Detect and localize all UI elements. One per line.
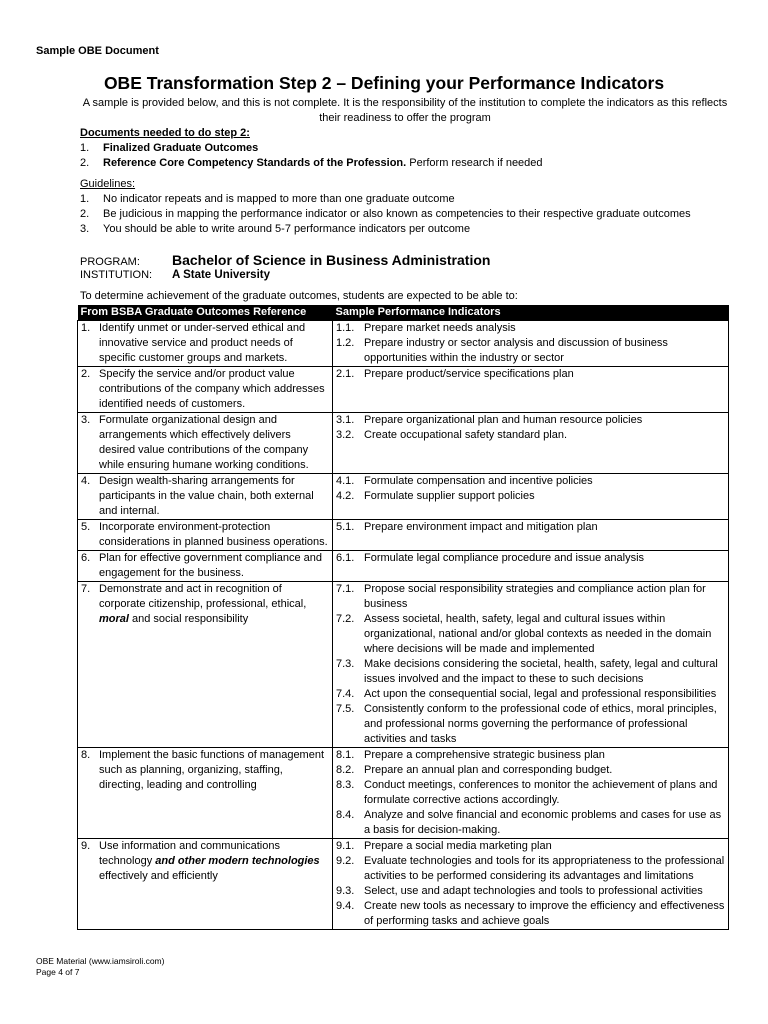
indicator-number: 1.2.	[336, 337, 355, 349]
documents-item: 2. Reference Core Competency Standards of the Profession. Perform research if needed	[80, 157, 543, 169]
column-header-outcomes: From BSBA Graduate Outcomes Reference	[78, 305, 333, 321]
institution-row	[80, 269, 270, 281]
table-row	[78, 839, 729, 930]
indicator-number: 9.3.	[336, 885, 355, 897]
indicator-number: 7.2.	[336, 613, 355, 625]
indicator-text: Create new tools as necessary to improve the efficiency and effectiveness of performing tasks and achieve goals	[364, 900, 725, 927]
graduate-outcome-cell	[78, 582, 333, 748]
performance-indicator	[336, 582, 725, 612]
performance-indicator	[336, 899, 725, 929]
indicator-text: Formulate legal compliance procedure and issue analysis	[364, 552, 645, 564]
table-row	[78, 520, 729, 551]
indicator-text: Create occupational safety standard plan.	[364, 429, 568, 441]
performance-indicator	[336, 413, 725, 428]
documents-heading: Documents needed to do step 2:	[80, 127, 250, 139]
footer-source: OBE Material (www.iamsiroli.com)	[36, 956, 165, 966]
performance-indicator	[336, 839, 725, 854]
outcome-number: 8.	[81, 749, 91, 761]
indicator-text: Evaluate technologies and tools for its appropriateness to the professional activities to be performed considering its advantages and limitations	[364, 855, 725, 882]
indicator-text: Prepare environment impact and mitigation plan	[364, 521, 598, 533]
outcome-number: 2.	[81, 368, 91, 380]
program-row	[80, 252, 490, 268]
outcome-number: 6.	[81, 552, 91, 564]
outcome-text	[99, 321, 329, 366]
indicator-number: 9.1.	[336, 840, 355, 852]
indicator-number: 5.1.	[336, 521, 355, 533]
outcome-text	[99, 367, 329, 412]
graduate-outcome-cell	[78, 474, 333, 520]
document-header: Sample OBE Document	[36, 45, 159, 57]
indicator-number: 8.1.	[336, 749, 355, 761]
performance-indicator	[336, 702, 725, 747]
performance-indicator	[336, 763, 725, 778]
performance-indicator	[336, 612, 725, 657]
program-value: Bachelor of Science in Business Administration	[172, 252, 491, 268]
indicator-text: Select, use and adapt technologies and tools to professional activities	[364, 885, 703, 897]
outcome-text	[99, 748, 329, 793]
outcome-number: 5.	[81, 521, 91, 533]
guideline-item: 3. You should be able to write around 5-7 performance indicators per outcome	[80, 223, 471, 235]
performance-indicators-cell	[333, 748, 729, 839]
outcome-text-part: effectively and efficiently	[99, 870, 218, 882]
page-title: OBE Transformation Step 2 – Defining your Performance Indicators	[103, 73, 665, 93]
indicator-text: Analyze and solve financial and economic problems and cases for use as a basis for decision-making.	[364, 809, 722, 836]
program-label: PROGRAM:	[80, 256, 140, 268]
indicator-text: Prepare product/service specifications plan	[364, 368, 574, 380]
indicator-number: 8.4.	[336, 809, 355, 821]
graduate-outcome-cell	[78, 551, 333, 582]
indicator-number: 8.2.	[336, 764, 355, 776]
outcome-number: 3.	[81, 414, 91, 426]
indicator-text: Propose social responsibility strategies and compliance action plan for business	[364, 583, 706, 610]
performance-indicator	[336, 474, 725, 489]
outcome-number: 9.	[81, 840, 91, 852]
performance-indicator	[336, 321, 725, 336]
outcome-text	[99, 520, 329, 550]
institution-value: A State University	[172, 269, 270, 281]
performance-indicators-cell	[333, 321, 729, 367]
table-lead-text: To determine achievement of the graduate outcomes, students are expected to be able to:	[80, 290, 518, 302]
performance-indicator	[336, 428, 725, 443]
performance-indicators-cell	[333, 474, 729, 520]
table-header-row	[78, 305, 729, 321]
outcome-text-part: Use information and communications technology	[99, 840, 280, 867]
intro-paragraph: A sample is provided below, and this is not complete. It is the responsibility of the institution to complete the indicators as this reflects their readiness to offer the program	[82, 97, 728, 124]
indicator-number: 7.4.	[336, 688, 355, 700]
performance-indicator	[336, 657, 725, 687]
indicator-text: Prepare market needs analysis	[364, 322, 516, 334]
indicator-text: Prepare a social media marketing plan	[364, 840, 552, 852]
indicator-text: Prepare an annual plan and corresponding budget.	[364, 764, 613, 776]
indicator-number: 2.1.	[336, 368, 355, 380]
outcome-text-part: and social responsibility	[128, 613, 249, 625]
outcome-text	[99, 413, 329, 473]
graduate-outcome-cell	[78, 367, 333, 413]
indicator-number: 7.3.	[336, 658, 355, 670]
table-row	[78, 551, 729, 582]
documents-section	[80, 126, 543, 171]
guidelines-section	[80, 177, 691, 237]
outcome-text	[99, 551, 329, 581]
indicator-text: Conduct meetings, conferences to monitor the achievement of plans and formulate corrective actions accordingly.	[364, 779, 718, 806]
indicator-text: Assess societal, health, safety, legal and cultural issues within organizational, national and/or global contexts as needed in the domain where decisions will be made and implemented	[364, 613, 712, 655]
indicator-number: 4.1.	[336, 475, 355, 487]
outcome-text-part: Plan for effective government compliance and engagement for the business.	[99, 552, 322, 579]
outcome-emphasis: moral	[99, 613, 129, 625]
performance-indicator	[336, 854, 725, 884]
indicator-number: 4.2.	[336, 490, 355, 502]
graduate-outcome-cell	[78, 520, 333, 551]
table-row	[78, 367, 729, 413]
outcome-text	[99, 582, 329, 627]
graduate-outcome-cell	[78, 748, 333, 839]
outcome-number: 1.	[81, 322, 91, 334]
indicator-number: 9.2.	[336, 855, 355, 867]
guideline-item: 1. No indicator repeats and is mapped to more than one graduate outcome	[80, 193, 455, 205]
outcome-number: 7.	[81, 583, 91, 595]
performance-indicator	[336, 884, 725, 899]
table-row	[78, 321, 729, 367]
graduate-outcome-cell	[78, 321, 333, 367]
indicator-text: Prepare a comprehensive strategic business plan	[364, 749, 605, 761]
table-row	[78, 413, 729, 474]
performance-indicators-cell	[333, 582, 729, 748]
performance-indicator	[336, 748, 725, 763]
indicator-number: 7.1.	[336, 583, 355, 595]
performance-indicators-cell	[333, 413, 729, 474]
guideline-item: 2. Be judicious in mapping the performance indicator or also known as competencies to their respective graduate outcomes	[80, 208, 691, 220]
outcome-text	[99, 839, 329, 884]
outcome-text	[99, 474, 329, 519]
outcome-number: 4.	[81, 475, 91, 487]
performance-indicators-cell	[333, 839, 729, 930]
table-row	[78, 582, 729, 748]
indicator-text: Prepare industry or sector analysis and discussion of business opportunities within the industry or sector	[364, 337, 668, 364]
table-row	[78, 748, 729, 839]
performance-indicator	[336, 808, 725, 838]
performance-indicator	[336, 687, 725, 702]
indicator-text: Prepare organizational plan and human resource policies	[364, 414, 643, 426]
outcomes-table	[77, 305, 729, 930]
outcome-text-part: Specify the service and/or product value contributions of the company which addresses identified needs of customers.	[99, 368, 325, 410]
outcome-text-part: Implement the basic functions of management such as planning, organizing, staffing, directing, leading and controlling	[99, 749, 325, 791]
indicator-text: Formulate compensation and incentive policies	[364, 475, 593, 487]
performance-indicators-cell	[333, 367, 729, 413]
column-header-indicators: Sample Performance Indicators	[333, 305, 729, 321]
performance-indicator	[336, 336, 725, 366]
indicator-text: Formulate supplier support policies	[364, 490, 535, 502]
outcome-text-part: Demonstrate and act in recognition of corporate citizenship, professional, ethical,	[99, 583, 307, 610]
institution-label: INSTITUTION:	[80, 269, 153, 281]
performance-indicator	[336, 489, 725, 504]
graduate-outcome-cell	[78, 413, 333, 474]
indicator-text: Act upon the consequential social, legal and professional responsibilities	[364, 688, 717, 700]
performance-indicators-cell	[333, 551, 729, 582]
outcome-text-part: Identify unmet or under-served ethical and innovative service and product needs of specific customer groups and markets.	[99, 322, 306, 364]
outcome-emphasis: and other modern technologies	[155, 855, 320, 867]
indicator-text: Consistently conform to the professional code of ethics, moral principles, and professional norms governing the performance of professional activities and tasks	[364, 703, 717, 745]
page-number: Page 4 of 7	[36, 967, 80, 977]
indicator-text: Make decisions considering the societal, health, safety, legal and cultural issues involved and the impact to these to such decisions	[364, 658, 718, 685]
guidelines-heading: Guidelines:	[80, 178, 136, 190]
outcome-text-part: Design wealth-sharing arrangements for participants in the value chain, both external and internal.	[99, 475, 314, 517]
documents-item: 1. Finalized Graduate Outcomes	[80, 142, 259, 154]
performance-indicator	[336, 778, 725, 808]
performance-indicators-cell	[333, 520, 729, 551]
indicator-number: 1.1.	[336, 322, 355, 334]
performance-indicator	[336, 551, 725, 566]
indicator-number: 8.3.	[336, 779, 355, 791]
outcome-text-part: Formulate organizational design and arrangements which effectively delivers desired value contributions of the company while ensuring humane working conditions.	[99, 414, 309, 471]
indicator-number: 6.1.	[336, 552, 355, 564]
page-footer	[36, 956, 164, 978]
table-row	[78, 474, 729, 520]
indicator-number: 9.4.	[336, 900, 355, 912]
performance-indicator	[336, 367, 725, 382]
graduate-outcome-cell	[78, 839, 333, 930]
indicator-number: 7.5.	[336, 703, 355, 715]
performance-indicator	[336, 520, 725, 535]
indicator-number: 3.2.	[336, 429, 355, 441]
indicator-number: 3.1.	[336, 414, 355, 426]
outcome-text-part: Incorporate environment-protection considerations in planned business operations.	[99, 521, 328, 548]
